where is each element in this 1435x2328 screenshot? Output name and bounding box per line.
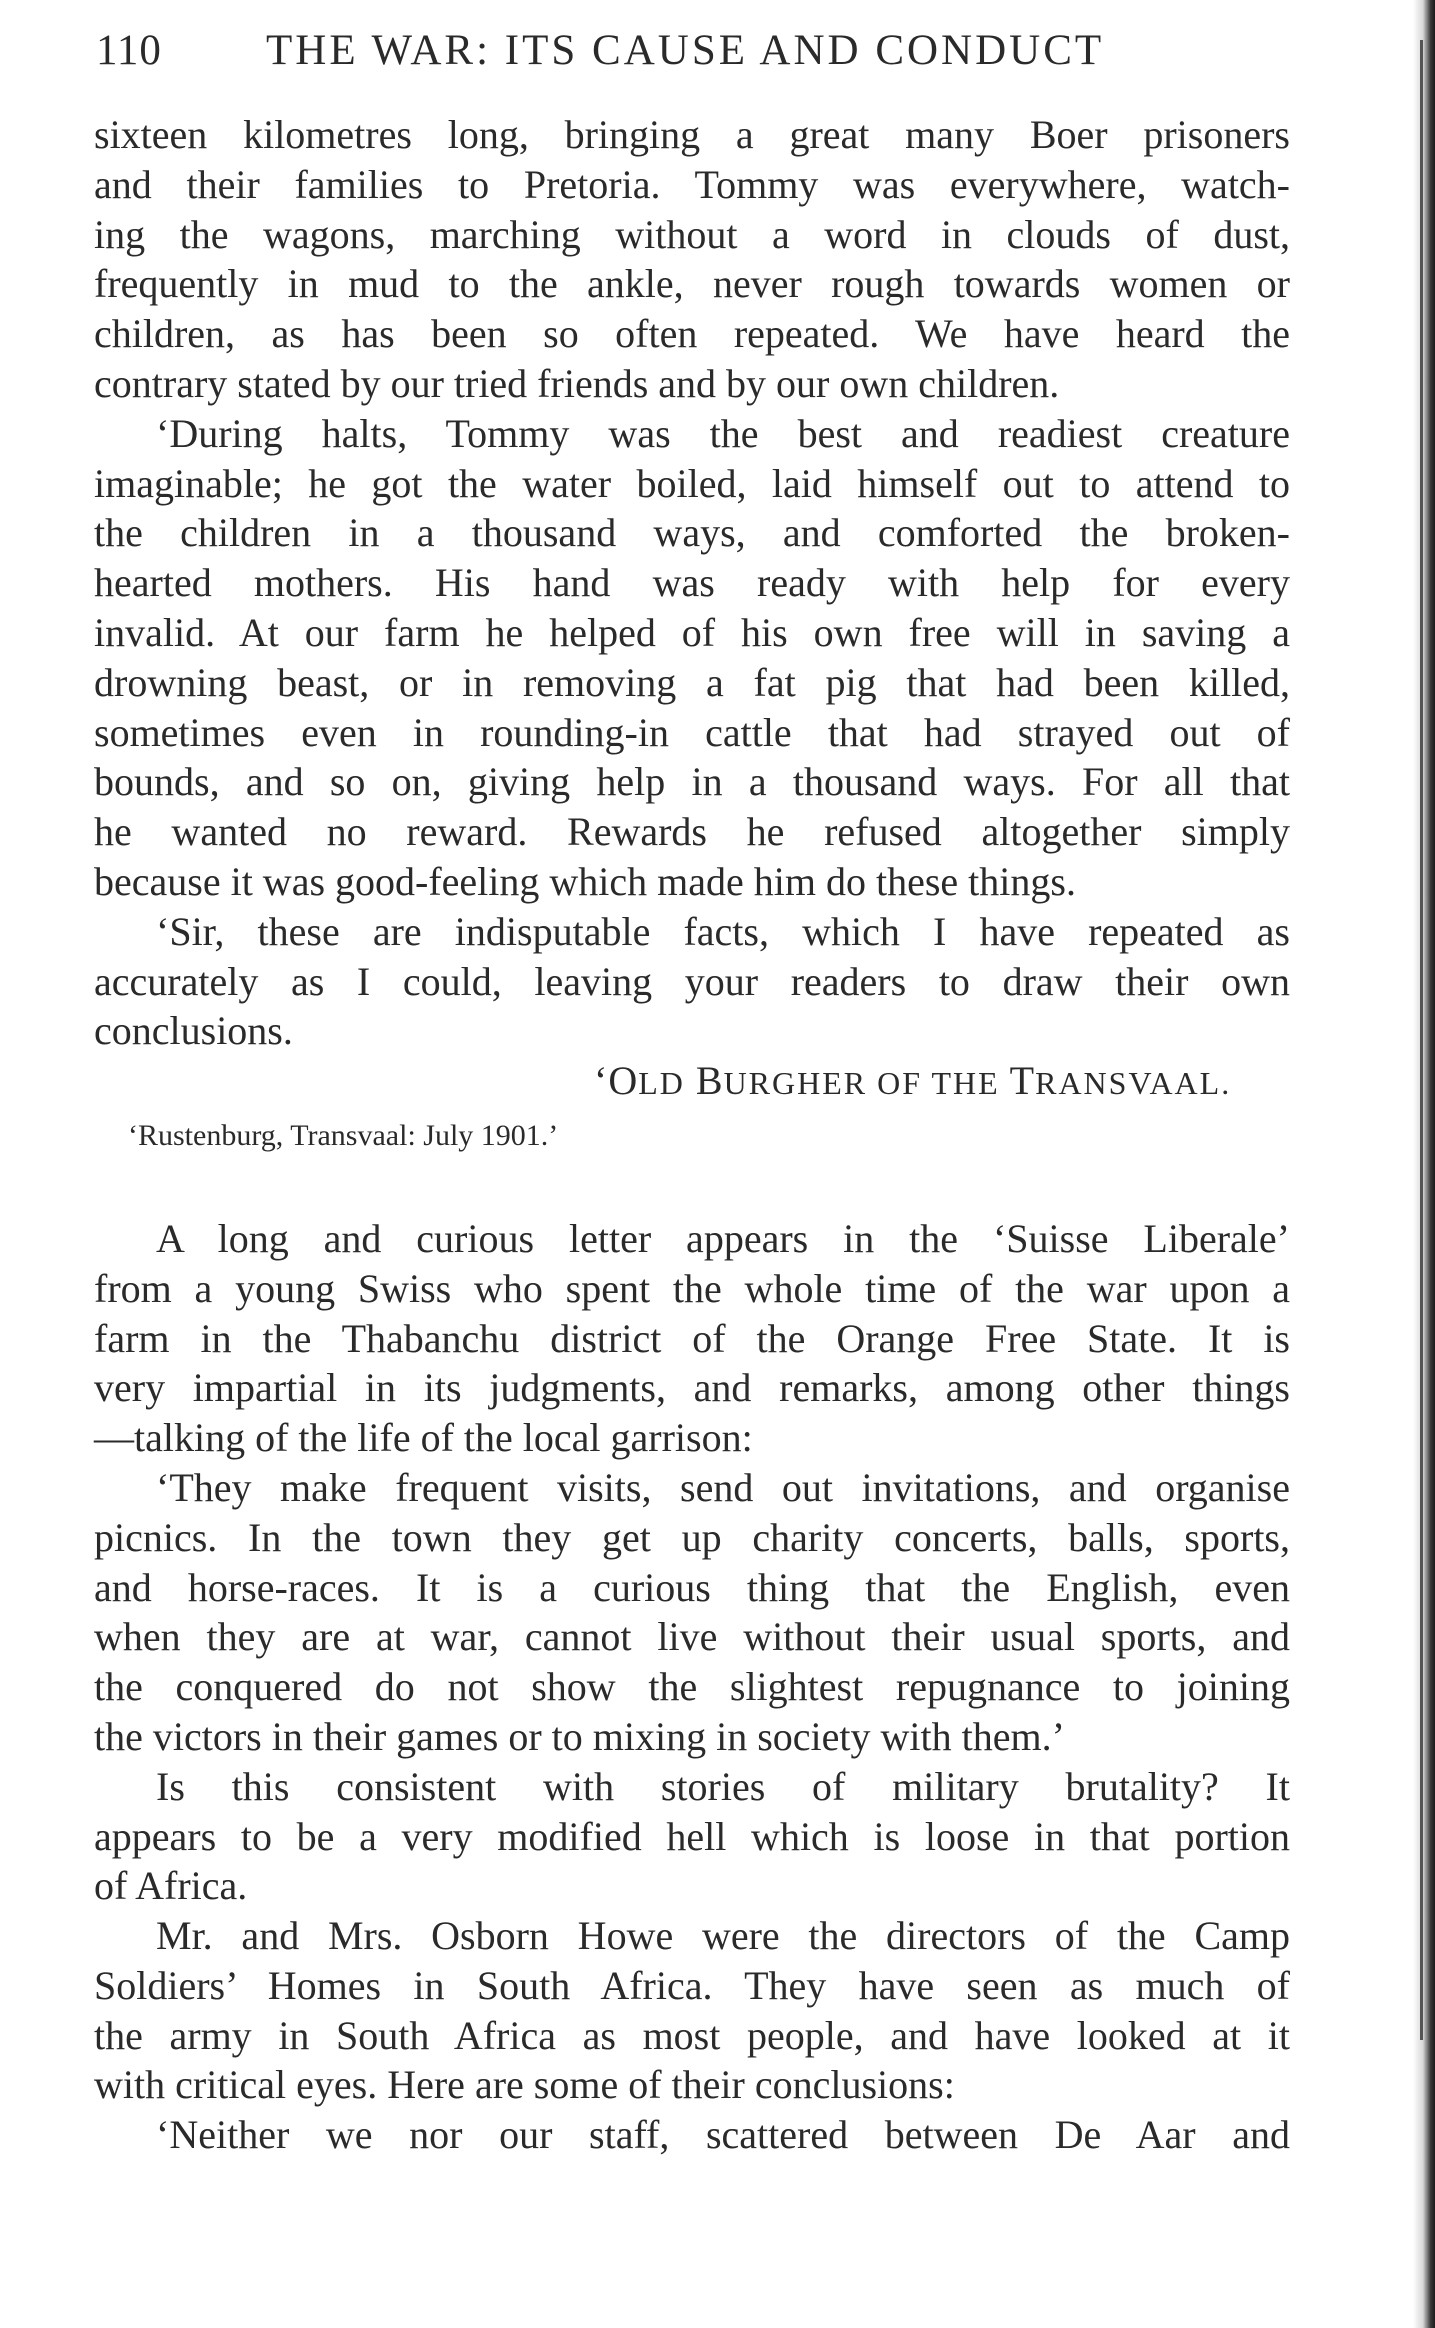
text-line: from a young Swiss who spent the whole time of the war upon a — [94, 1265, 1290, 1311]
text-line: conclusions. — [94, 1008, 293, 1054]
text-line: ‘Neither we nor our staff, scattered between De Aar and — [156, 2112, 1290, 2158]
signature-cap: T — [1009, 1058, 1036, 1104]
text-line: because it was good-feeling which made him do these things. — [94, 858, 1076, 904]
text-line: the victors in their games or to mixing in society with them.’ — [94, 1713, 1065, 1759]
page-header — [96, 26, 1126, 86]
signature-quote: ‘ — [594, 1058, 609, 1104]
text-line: picnics. In the town they get up charity concerts, balls, sports, — [94, 1514, 1290, 1560]
page-number: 110 — [96, 27, 162, 74]
running-head: THE WAR: ITS CAUSE AND CONDUCT — [266, 27, 1105, 74]
dateline: ‘Rustenburg, Transvaal: July 1901.’ — [128, 1118, 559, 1152]
text-line: drowning beast, or in removing a fat pig that had been killed, — [94, 659, 1290, 705]
text-line: very impartial in its judgments, and remarks, among other things — [94, 1365, 1290, 1411]
signature-smallcaps: RANSVAAL. — [1035, 1065, 1232, 1102]
text-line: A long and curious letter appears in the ‘Suisse Liberale’ — [156, 1215, 1290, 1261]
text-line: the children in a thousand ways, and comforted the broken- — [94, 510, 1290, 556]
text-line: and their families to Pretoria. Tommy was everywhere, watch- — [94, 161, 1290, 207]
signature — [94, 1056, 1290, 1106]
text-line: sixteen kilometres long, bringing a great many Boer prisoners — [94, 112, 1290, 157]
signature-smallcaps: URGHER — [723, 1065, 868, 1102]
text-line: with critical eyes. Here are some of their conclusions: — [94, 2062, 955, 2108]
section-gap — [94, 1166, 1290, 1214]
text-line: farm in the Thabanchu district of the Orange Free State. It is — [94, 1315, 1290, 1361]
page-edge-shadow — [1413, 0, 1435, 2328]
text-line: sometimes even in rounding-in cattle that had strayed out of — [94, 709, 1290, 755]
text-line: —talking of the life of the local garrison: — [94, 1415, 753, 1461]
text-line: hearted mothers. His hand was ready with help for every — [94, 560, 1290, 606]
text-line: children, as has been so often repeated. We have heard the — [94, 311, 1290, 357]
text-line: accurately as I could, leaving your readers to draw their own — [94, 958, 1290, 1004]
text-line: ‘Sir, these are indisputable facts, which I have repeated as — [156, 908, 1290, 954]
signature-cap: B — [684, 1058, 724, 1104]
body-text — [94, 110, 1290, 2160]
text-line: ‘They make frequent visits, send out invitations, and organise — [156, 1464, 1290, 1510]
page-edge-line — [1420, 40, 1423, 2040]
text-line: bounds, and so on, giving help in a thousand ways. For all that — [94, 759, 1290, 805]
text-line: the army in South Africa as most people, and have looked at it — [94, 2012, 1290, 2058]
text-line: Is this consistent with stories of military brutality? It — [156, 1763, 1290, 1809]
signature-cap: O — [608, 1058, 639, 1104]
text-line: imaginable; he got the water boiled, laid himself out to attend to — [94, 460, 1290, 506]
text-line: appears to be a very modified hell which is loose in that portion — [94, 1813, 1290, 1859]
text-line: ‘During halts, Tommy was the best and readiest creature — [156, 410, 1290, 456]
text-line: he wanted no reward. Rewards he refused altogether simply — [94, 809, 1290, 855]
text-line: ing the wagons, marching without a word in clouds of dust, — [94, 211, 1290, 257]
text-line: Soldiers’ Homes in South Africa. They have seen as much of — [94, 1962, 1290, 2008]
text-line: of Africa. — [94, 1863, 248, 1909]
text-line: the conquered do not show the slightest repugnance to joining — [94, 1664, 1290, 1710]
signature-smallcaps: LD — [638, 1065, 685, 1102]
text-line: when they are at war, cannot live without their usual sports, and — [94, 1614, 1290, 1660]
text-line: frequently in mud to the ankle, never rough towards women or — [94, 261, 1290, 307]
signature-smallcaps: OF THE — [867, 1065, 1010, 1102]
text-line: Mr. and Mrs. Osborn Howe were the directors of the Camp — [156, 1913, 1290, 1959]
text-line: contrary stated by our tried friends and by our own children. — [94, 360, 1060, 406]
text-line: invalid. At our farm he helped of his own free will in saving a — [94, 609, 1290, 655]
text-line: and horse-races. It is a curious thing that the English, even — [94, 1564, 1290, 1610]
